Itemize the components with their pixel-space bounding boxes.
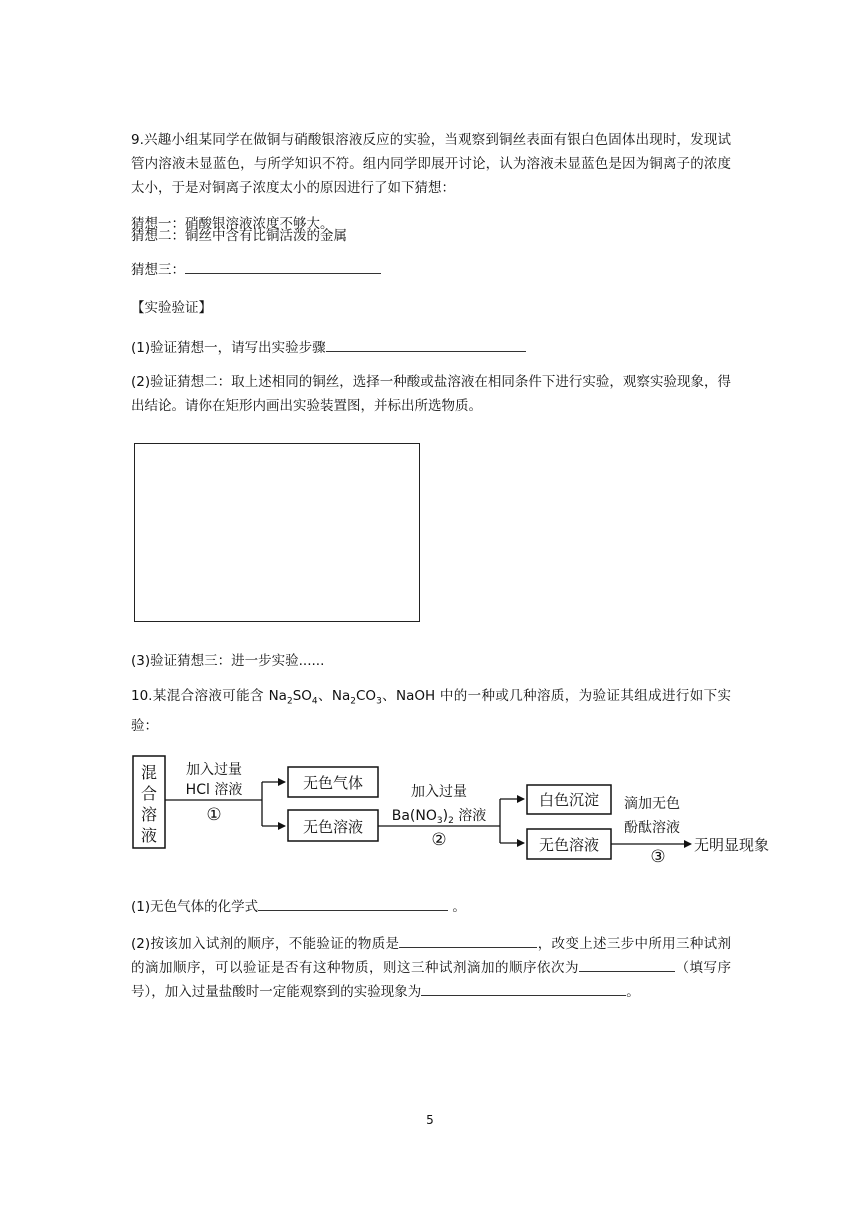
step2-label-2: $Ba(NO_3)_2$ 溶液: [391, 808, 487, 826]
q9-guess-3: 猜想三：: [131, 258, 731, 282]
page-number: 5: [426, 1113, 434, 1127]
step3-number: ③: [650, 847, 666, 867]
q9-intro: 9.兴趣小组某同学在做铜与硝酸银溶液反应的实验，当观察到铜丝表面有银白色固体出现时，发现试管内溶液未显蓝色，与所学知识不符。组内同学即展开讨论，认为溶液未显蓝色是因为铜离子的浓度太小，于是对铜离子浓度太小的原因进行了如下猜想：: [131, 132, 731, 196]
step1-label-2: HCl 溶液: [185, 782, 243, 798]
solution1-label: 无色溶液: [302, 818, 364, 836]
flow-diagram: [128, 748, 788, 870]
step3-label-1: 滴加无色: [624, 796, 680, 812]
step1-number: ①: [206, 805, 222, 825]
start-label-4: 液: [140, 826, 158, 845]
step2-number: ②: [431, 830, 447, 850]
q9-item-3: (3)验证猜想三：进一步实验......: [131, 653, 325, 669]
q9-guess-1: 猜想一：硝酸银溶液浓度不够大。: [131, 216, 334, 232]
answer-blank[interactable]: [258, 895, 448, 911]
answer-blank[interactable]: [185, 258, 381, 274]
drawing-box[interactable]: [134, 443, 420, 622]
answer-blank[interactable]: [399, 932, 537, 948]
step1-label-1: 加入过量: [186, 762, 242, 778]
q9-section-heading: 【实验验证】: [131, 300, 212, 316]
q10-intro: 10.某混合溶液可能含 $Na_2SO_4$、$Na_2CO_3$、NaOH 中的一种或几种溶质，为验证其组成进行如下实验：: [131, 688, 731, 734]
q9-item-1: (1)验证猜想一，请写出实验步骤: [131, 336, 731, 360]
start-label-3: 溶: [140, 805, 158, 824]
answer-blank[interactable]: [421, 980, 626, 996]
start-label-2: 合: [140, 784, 158, 803]
answer-blank[interactable]: [579, 956, 675, 972]
precipitate-label: 白色沉淀: [538, 791, 600, 809]
answer-blank[interactable]: [326, 336, 526, 352]
step3-label-2: 酚酞溶液: [624, 820, 680, 836]
q10-item-1: (1)无色气体的化学式 。: [131, 895, 731, 919]
result-label: 无明显现象: [694, 836, 770, 854]
start-label-1: 混: [140, 763, 158, 782]
q9-guess-2: 猜想二：铜丝中含有比铜活泼的金属: [131, 228, 347, 244]
solution2-label: 无色溶液: [538, 836, 600, 854]
gas-label: 无色气体: [302, 774, 364, 792]
step2-label-1: 加入过量: [411, 784, 467, 800]
q10-item-2: (2)按该加入试剂的顺序，不能验证的物质是 ，改变上述三步中所用三种试剂的滴加顺序，可以验证是否有这种物质，则这三种试剂滴加的顺序依次为 （填写序号），加入过量盐酸时一定能观察到的实验现象为 。: [131, 932, 731, 1004]
q9-item-2: (2)验证猜想二：取上述相同的铜丝，选择一种酸或盐溶液在相同条件下进行实验，观察实验现象，得出结论。请你在矩形内画出实验装置图，并标出所选物质。: [131, 374, 731, 414]
